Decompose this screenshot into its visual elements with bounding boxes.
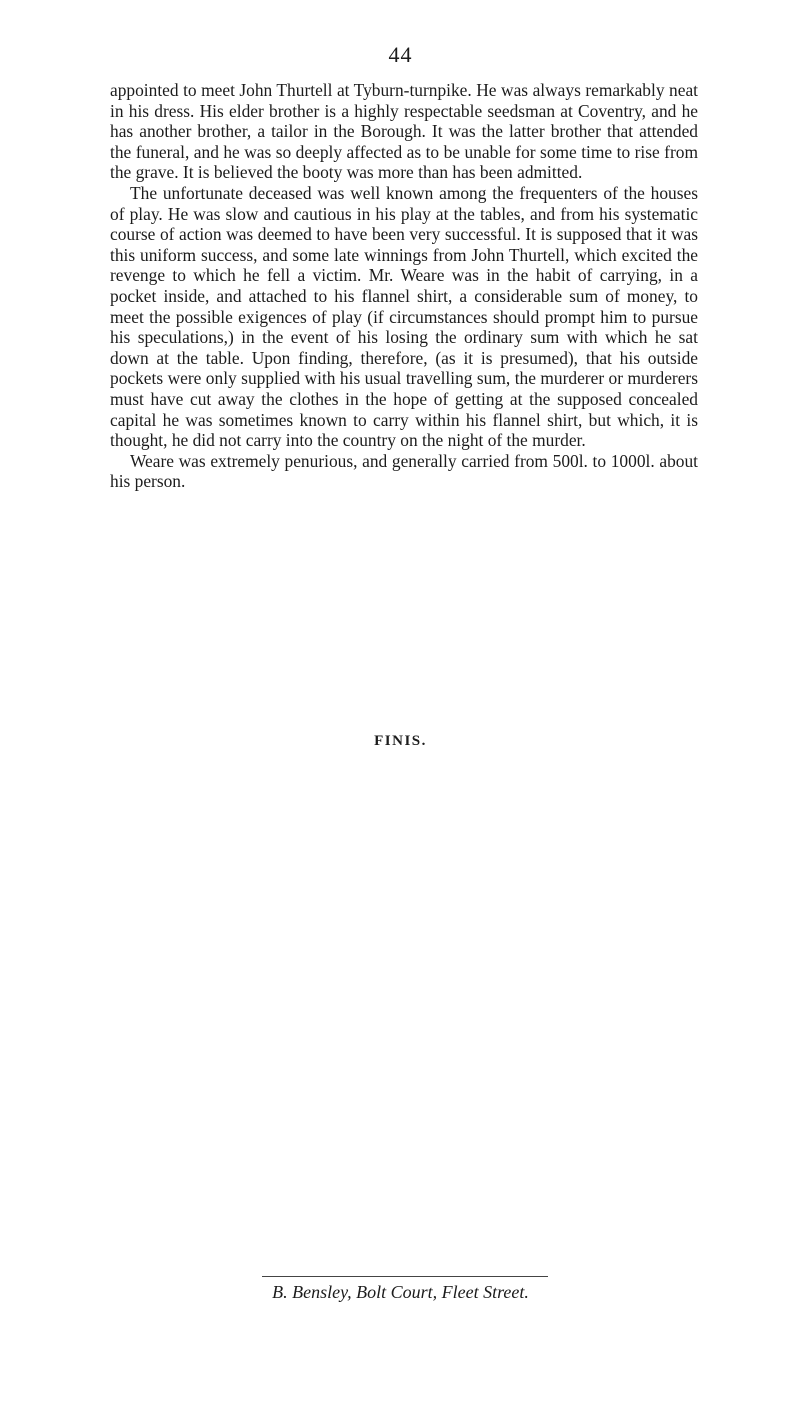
printer-imprint: B. Bensley, Bolt Court, Fleet Street. [272, 1282, 529, 1302]
finis-heading: FINIS. [374, 733, 427, 749]
imprint-rule [262, 1276, 548, 1277]
body-text [110, 80, 698, 492]
page-number: 44 [388, 42, 413, 67]
paragraph-deceased: The unfortunate deceased was well known among the frequenters of the houses of play. He was slow and cautious in his play at the tables, and from his systematic course of action was deemed to have been very successful. It is supposed that it was this uniform success, and some late winnings from John Thurtell, which excited the revenge to which he fell a victim. Mr. Weare was in the habit of carrying, in a pocket inside, and attached to his flannel shirt, a considerable sum of money, to meet the possible exigences of play (if circumstances should prompt him to pursue his speculations,) in the event of his losing the ordinary sum with which he sat down at the table. Upon finding, therefore, (as it is presumed), that his outside pockets were only supplied with his usual travelling sum, the murderer or murderers must have cut away the clothes in the hope of getting at the supposed concealed capital he was sometimes known to carry within his flannel shirt, but which, it is thought, he did not carry into the country on the night of the murder. [110, 182, 698, 451]
paragraph-weare: Weare was extremely penurious, and generally carried from 500l. to 1000l. about his person. [110, 450, 698, 492]
paragraph-continuation: appointed to meet John Thurtell at Tyburn-turnpike. He was always remarkably neat in his dress. His elder brother is a highly respectable seedsman at Coventry, and he has another brother, a tailor in the Borough. It was the latter brother that attended the funeral, and he was so deeply affected as to be unable for some time to rise from the grave. It is believed the booty was more than has been admitted. [110, 80, 698, 183]
